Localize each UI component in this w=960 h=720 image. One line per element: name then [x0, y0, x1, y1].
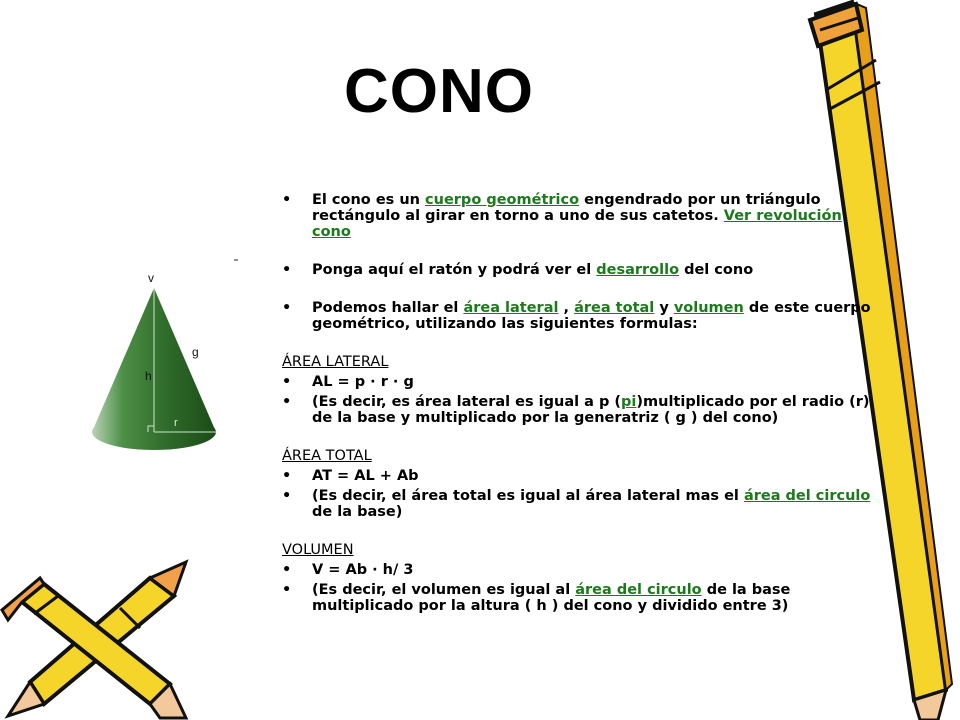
explain-at-text: (Es decir, el área total es igual al área lateral mas el área del circulo de la base) [312, 488, 871, 520]
heading-volumen: VOLUMEN [282, 542, 354, 558]
explain-v-text: (Es decir, el volumen es igual al área del circulo de la base multiplicado por la altura ( h ) del cono y dividido entre 3) [312, 582, 791, 614]
content-block [282, 192, 872, 614]
bullet: • [282, 488, 292, 504]
formula-v-text: V = Ab · h/ 3 [312, 562, 414, 578]
bullet: • [282, 468, 292, 484]
explain-area-lateral [282, 394, 872, 426]
formulas-intro-text: Podemos hallar el área lateral , área total y volumen de este cuerpo geométrico, utilizando las siguientes formulas: [312, 300, 871, 332]
explain-al-text: (Es decir, es área lateral es igual a p (pi)multiplicado por el radio (r) de la base y multiplicado por la generatriz ( g ) del cono) [312, 394, 870, 426]
cone-label-height: h [145, 369, 152, 383]
heading-area-total: ÁREA TOTAL [282, 448, 372, 464]
bullet: • [282, 300, 292, 316]
bullet: • [282, 262, 292, 278]
bullet: • [282, 582, 292, 598]
explain-volumen [282, 582, 872, 614]
definition-text: El cono es un cuerpo geométrico engendrado por un triángulo rectángulo al girar en torno a uno de sus catetos. Ver revolución cono [312, 192, 842, 240]
link-area-total[interactable]: área total [574, 300, 655, 316]
cone-label-vertex: v [148, 271, 154, 285]
list-item-formulas-intro [282, 300, 872, 332]
cone-figure [88, 256, 238, 484]
formula-volumen [282, 562, 872, 578]
cone-label-radius: r [174, 417, 178, 429]
heading-area-lateral: ÁREA LATERAL [282, 354, 389, 370]
crossed-pencils-icon [0, 558, 190, 720]
link-ver-revolucion[interactable]: Ver revolución cono [312, 208, 842, 240]
link-desarrollo[interactable]: desarrollo [596, 262, 680, 278]
bullet: • [282, 374, 292, 390]
bullet: • [282, 562, 292, 578]
bullet: • [282, 394, 292, 410]
formula-at-text: AT = AL + Ab [312, 468, 419, 484]
desarrollo-text: Ponga aquí el ratón y podrá ver el desarrollo del cono [312, 262, 754, 278]
bullet: • [282, 192, 292, 208]
cone-label-generatrix: g [192, 345, 199, 359]
formula-area-total [282, 468, 872, 484]
list-item-definition [282, 192, 872, 240]
link-area-circulo-volumen[interactable]: área del circulo [575, 582, 702, 598]
link-pi[interactable]: pi [621, 394, 637, 410]
list-item-desarrollo [282, 262, 872, 278]
formula-area-lateral [282, 374, 872, 390]
explain-area-total [282, 488, 872, 520]
link-cuerpo-geometrico[interactable]: cuerpo geométrico [425, 192, 580, 208]
link-area-circulo[interactable]: área del circulo [743, 488, 871, 504]
formula-al-text: AL = p · r · g [312, 374, 414, 390]
link-area-lateral[interactable]: área lateral [463, 300, 559, 316]
slide-title: CONO [344, 57, 534, 126]
link-volumen[interactable]: volumen [673, 300, 744, 316]
